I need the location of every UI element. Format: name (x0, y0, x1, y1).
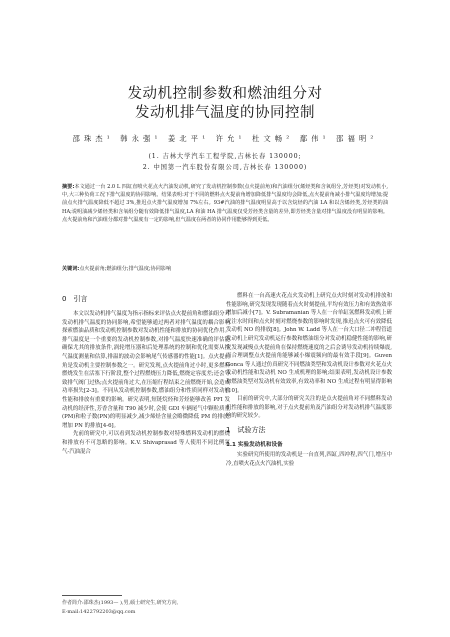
footnote-email: E-mail:1422792203@qq.com (62, 609, 136, 615)
footnote-author-bio: 作者简介:邵珠杰(1993— ),男,硕士研究生,研究方向, (62, 600, 179, 606)
keywords-text: 点火提前角;燃油组分;排气温度;协同影响 (79, 266, 172, 272)
section-title: 引言 (73, 295, 88, 303)
subsection-title: 实验发动机和设备 (237, 441, 283, 448)
section-heading-method (226, 425, 392, 435)
body-paragraph: 实验研究所使用的发动机是一台直列,四缸,四冲程,四气门,增压中冷,直喷火花点火汽油机,实验 (226, 451, 392, 467)
keywords-label: 关键词: (62, 266, 80, 272)
abstract (62, 183, 388, 224)
subsection-heading (226, 441, 392, 450)
keywords (62, 265, 388, 273)
abstract-text: 本文通过一台 2.0 L 四缸直喷火花点火汽油发动机,研究了发动机控制参数(点火提前角)和汽油组分(烯烃类和含氧组分,芳烃类)对发动机小,中,大三种负荷工况下排气温度的协同影响。结果表明:对于不同的燃料点火提前角增加降低排气温度均会降低,点火提前角减小排气温度均增加;提前点火排气温度降低不超过 3%,推迟点火排气温度增加 7%左右。93#汽油的排气温度明显高于以含烷烃的汽油 LA 和以含烯烃类,芳烃类的油 HA;说明油减少烯烃类和含氧组分随有效降低排气温度,LA 和油 HA 排气温度仅受芳烃类含量的差异,即芳烃类含量对排气温度没有明显的影响。点火提前角和汽油组分都对排气温度有一定的影响,但气温度在两者的协同作用能够得到更低。 (62, 184, 388, 223)
body-paragraph: 本文以发动机排气温度为指示指标来评估点火提前角和燃油组分对发动机排气温度的协同影响,希望能够通过两者对排气温度的耦合影响探索燃油品质和发动机控制参数对发动机性能和排放的协同优化作用。排气温度是一个重要的发动机控制参数,对排气温度快速准确的评估能确保尤其的排放条件,涡轮增压器和后处理系统的控制和优化需要从排气温度测量和估算,排温的波动会影响尾气传感器的性能[1]。点火提前角是发动机主要控制参数之一。研究发现,点火提前角过小时,更多燃料燃烧发生在活塞下行阶段,整个过程燃烧压力降低,燃烧定容度差;还会导致排气阀门过热;点火提前角过大,在压缩行程结束之前燃烧开始,会造成功率损失[2-3]。不同从发动机控制参数,燃油组分和性质同样对发动机性能和排放有重要的影响。研究表明,短链烷烃和芳烃能够改善 PFI 发动机的经济性,芳香含量和 T90 减少时,会使 GDI 车辆尾气中颗粒质量(PM)和粒子数(PN)的明显减少,减少烯烃含量会略微降低 PM 的排放,增加 PN 的排放[4-6]。 (62, 311, 230, 429)
section-number: 0 (62, 295, 67, 303)
author-list: 邵珠杰¹ 韩永强¹ 姜北平¹ 许允¹ 杜文畅² 鄢伟¹ 邵福明² (72, 134, 378, 143)
affiliation-1: (1. 吉林大学汽车工程学院,吉林长春 130000; (148, 153, 302, 160)
body-paragraph: 先前的研究中,可以看到发动机控制参数对特殊燃料发动机的燃烧和排放有不可忽略的影响。K.V. Shivaprasad 等人使用不同比例氢气-汽油混合 (62, 431, 230, 455)
affiliation-2: 2. 中国第一汽车股份有限公司,吉林长春 130000) (142, 164, 308, 171)
right-column (226, 292, 392, 468)
abstract-label: 摘要: (62, 184, 75, 190)
body-paragraph: 目前的研究中,大部分的研究关注的是点火提前角对不同燃料发动机性能和排放的影响,对于点火提前角及汽油组分对发动机排气温度影响的研究较少。 (226, 396, 392, 420)
footnote-divider (62, 595, 122, 596)
left-column (62, 290, 230, 456)
section-title: 试验方法 (237, 425, 266, 434)
body-paragraph: 燃料在一台高速火花点火发动机上研究点火时刻对发动机排放和性能影响,研究发现发现随着点火时刻提前,平均有效压力和有效热效率增加后减小[7]。V. Subramanian 等人在一台单缸氢燃料发动机上研究注水时间和点火时刻对燃烧参数的影响时发现,推迟点火可有效降低发动机 NO 的排放[8]。John W. Ladd 等人在一台大口径二冲程管道发动机上研究发动机运行参数和燃油组分对发动机稳健性能的影响,研究发现减慢点火提前角在保持燃烧速度的之后会诱导发动机持续爆震,而合理调整点火提前角能够减小爆震频向的最有效手段[9]。Guven Gonca 等人通过仿真研究不同燃油类型和发动机设计参数对火花点火发动机性能和发动机 NO 生成机理的影响;结果表明,发动机设计参数和燃油类型对发动机有效效率,有效功率和 NO 生成过程有明显得影响[10]。 (226, 293, 392, 394)
section-number: 1 (226, 425, 231, 434)
paper-title-line-1: 发动机控制参数和燃油组分对 (127, 86, 323, 102)
section-heading-intro (62, 294, 230, 304)
subsection-number: 1.1 (226, 441, 236, 448)
paper-title-line-2: 发动机排气温度的协同控制 (135, 105, 315, 121)
